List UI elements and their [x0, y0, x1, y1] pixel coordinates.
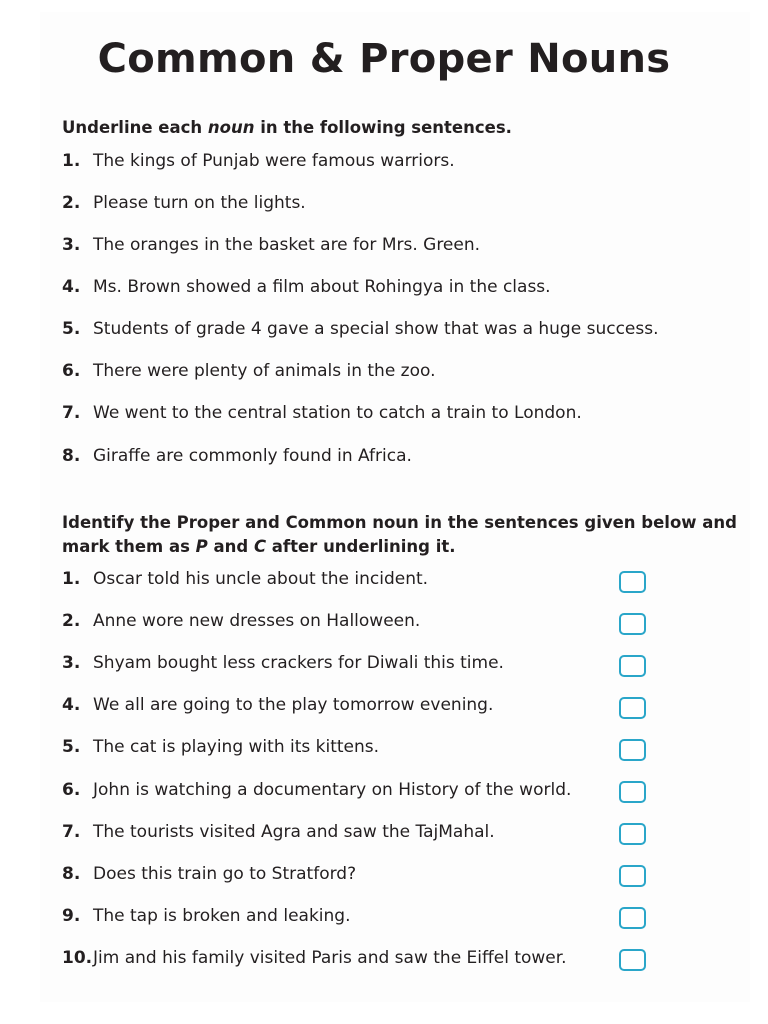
- question-number: 6.: [62, 361, 81, 381]
- section2-instruction: [62, 511, 737, 559]
- section2-question: [62, 819, 495, 845]
- section2-question: [62, 692, 493, 718]
- question-text: We went to the central station to catch a train to London.: [93, 403, 582, 423]
- section2-instruction-line2: [62, 535, 737, 559]
- section1-question: [62, 358, 436, 384]
- question-text: The oranges in the basket are for Mrs. Green.: [93, 235, 481, 255]
- question-text: Shyam bought less crackers for Diwali this time.: [93, 653, 504, 673]
- question-number: 5.: [62, 319, 81, 339]
- section2-instruction-pre: mark them as: [62, 537, 196, 556]
- section2-instruction-line1: Identify the Proper and Common noun in the sentences given below and: [62, 513, 737, 532]
- section2-question: [62, 566, 428, 592]
- answer-box[interactable]: [619, 949, 646, 971]
- question-text: Oscar told his uncle about the incident.: [93, 569, 429, 589]
- question-number: 1.: [62, 151, 81, 171]
- question-text: John is watching a documentary on History of the world.: [93, 780, 572, 800]
- answer-box[interactable]: [619, 865, 646, 887]
- question-text: Anne wore new dresses on Halloween.: [93, 611, 421, 631]
- proper-label: P: [195, 537, 208, 556]
- question-number: 6.: [62, 780, 81, 800]
- question-number: 4.: [62, 695, 81, 715]
- question-number: 2.: [62, 611, 81, 631]
- question-text: We all are going to the play tomorrow evening.: [93, 695, 494, 715]
- section1-question: [62, 274, 551, 300]
- section2-question: [62, 734, 379, 760]
- question-number: 5.: [62, 737, 81, 757]
- question-text: The tap is broken and leaking.: [93, 906, 351, 926]
- section2-instruction-post: after underlining it.: [266, 537, 456, 556]
- question-text: The tourists visited Agra and saw the TajMahal.: [93, 822, 495, 842]
- section2-question: [62, 650, 504, 676]
- section1-question: [62, 148, 455, 174]
- question-text: There were plenty of animals in the zoo.: [93, 361, 436, 381]
- answer-box[interactable]: [619, 739, 646, 761]
- question-number: 9.: [62, 906, 81, 926]
- section2-question: [62, 945, 567, 971]
- section2-question: [62, 608, 420, 634]
- question-text: The kings of Punjab were famous warriors.: [93, 151, 455, 171]
- question-text: Giraffe are commonly found in Africa.: [93, 446, 412, 466]
- answer-box[interactable]: [619, 823, 646, 845]
- question-text: Please turn on the lights.: [93, 193, 306, 213]
- question-text: Students of grade 4 gave a special show that was a huge success.: [93, 319, 659, 339]
- answer-box[interactable]: [619, 613, 646, 635]
- answer-box[interactable]: [619, 907, 646, 929]
- section1-instruction-post: in the following sentences.: [254, 118, 512, 137]
- question-number: 8.: [62, 864, 81, 884]
- question-number: 7.: [62, 403, 81, 423]
- section1-question: [62, 316, 659, 342]
- section1-question: [62, 400, 582, 426]
- question-text: Does this train go to Stratford?: [93, 864, 357, 884]
- question-text: Jim and his family visited Paris and saw the Eiffel tower.: [93, 948, 567, 968]
- common-label: C: [253, 537, 267, 556]
- question-number: 2.: [62, 193, 81, 213]
- question-text: The cat is playing with its kittens.: [93, 737, 380, 757]
- question-number: 8.: [62, 446, 81, 466]
- question-text: Ms. Brown showed a film about Rohingya in the class.: [93, 277, 551, 297]
- question-number: 1.: [62, 569, 81, 589]
- question-number: 7.: [62, 822, 81, 842]
- section1-question: [62, 443, 412, 469]
- question-number: 3.: [62, 235, 81, 255]
- answer-box[interactable]: [619, 781, 646, 803]
- section1-instruction-emphasis: noun: [207, 118, 255, 137]
- section2-question: [62, 861, 356, 887]
- section2-question: [62, 777, 571, 803]
- answer-box[interactable]: [619, 571, 646, 593]
- question-number: 4.: [62, 277, 81, 297]
- answer-box[interactable]: [619, 655, 646, 677]
- page-title: Common & Proper Nouns: [97, 36, 671, 82]
- section1-instruction: [62, 116, 512, 140]
- question-number: 10.: [62, 948, 93, 968]
- section1-question: [62, 232, 480, 258]
- section1-question: [62, 190, 306, 216]
- section2-instruction-mid: and: [207, 537, 254, 556]
- question-number: 3.: [62, 653, 81, 673]
- answer-box[interactable]: [619, 697, 646, 719]
- section1-instruction-pre: Underline each: [62, 118, 208, 137]
- section2-question: [62, 903, 351, 929]
